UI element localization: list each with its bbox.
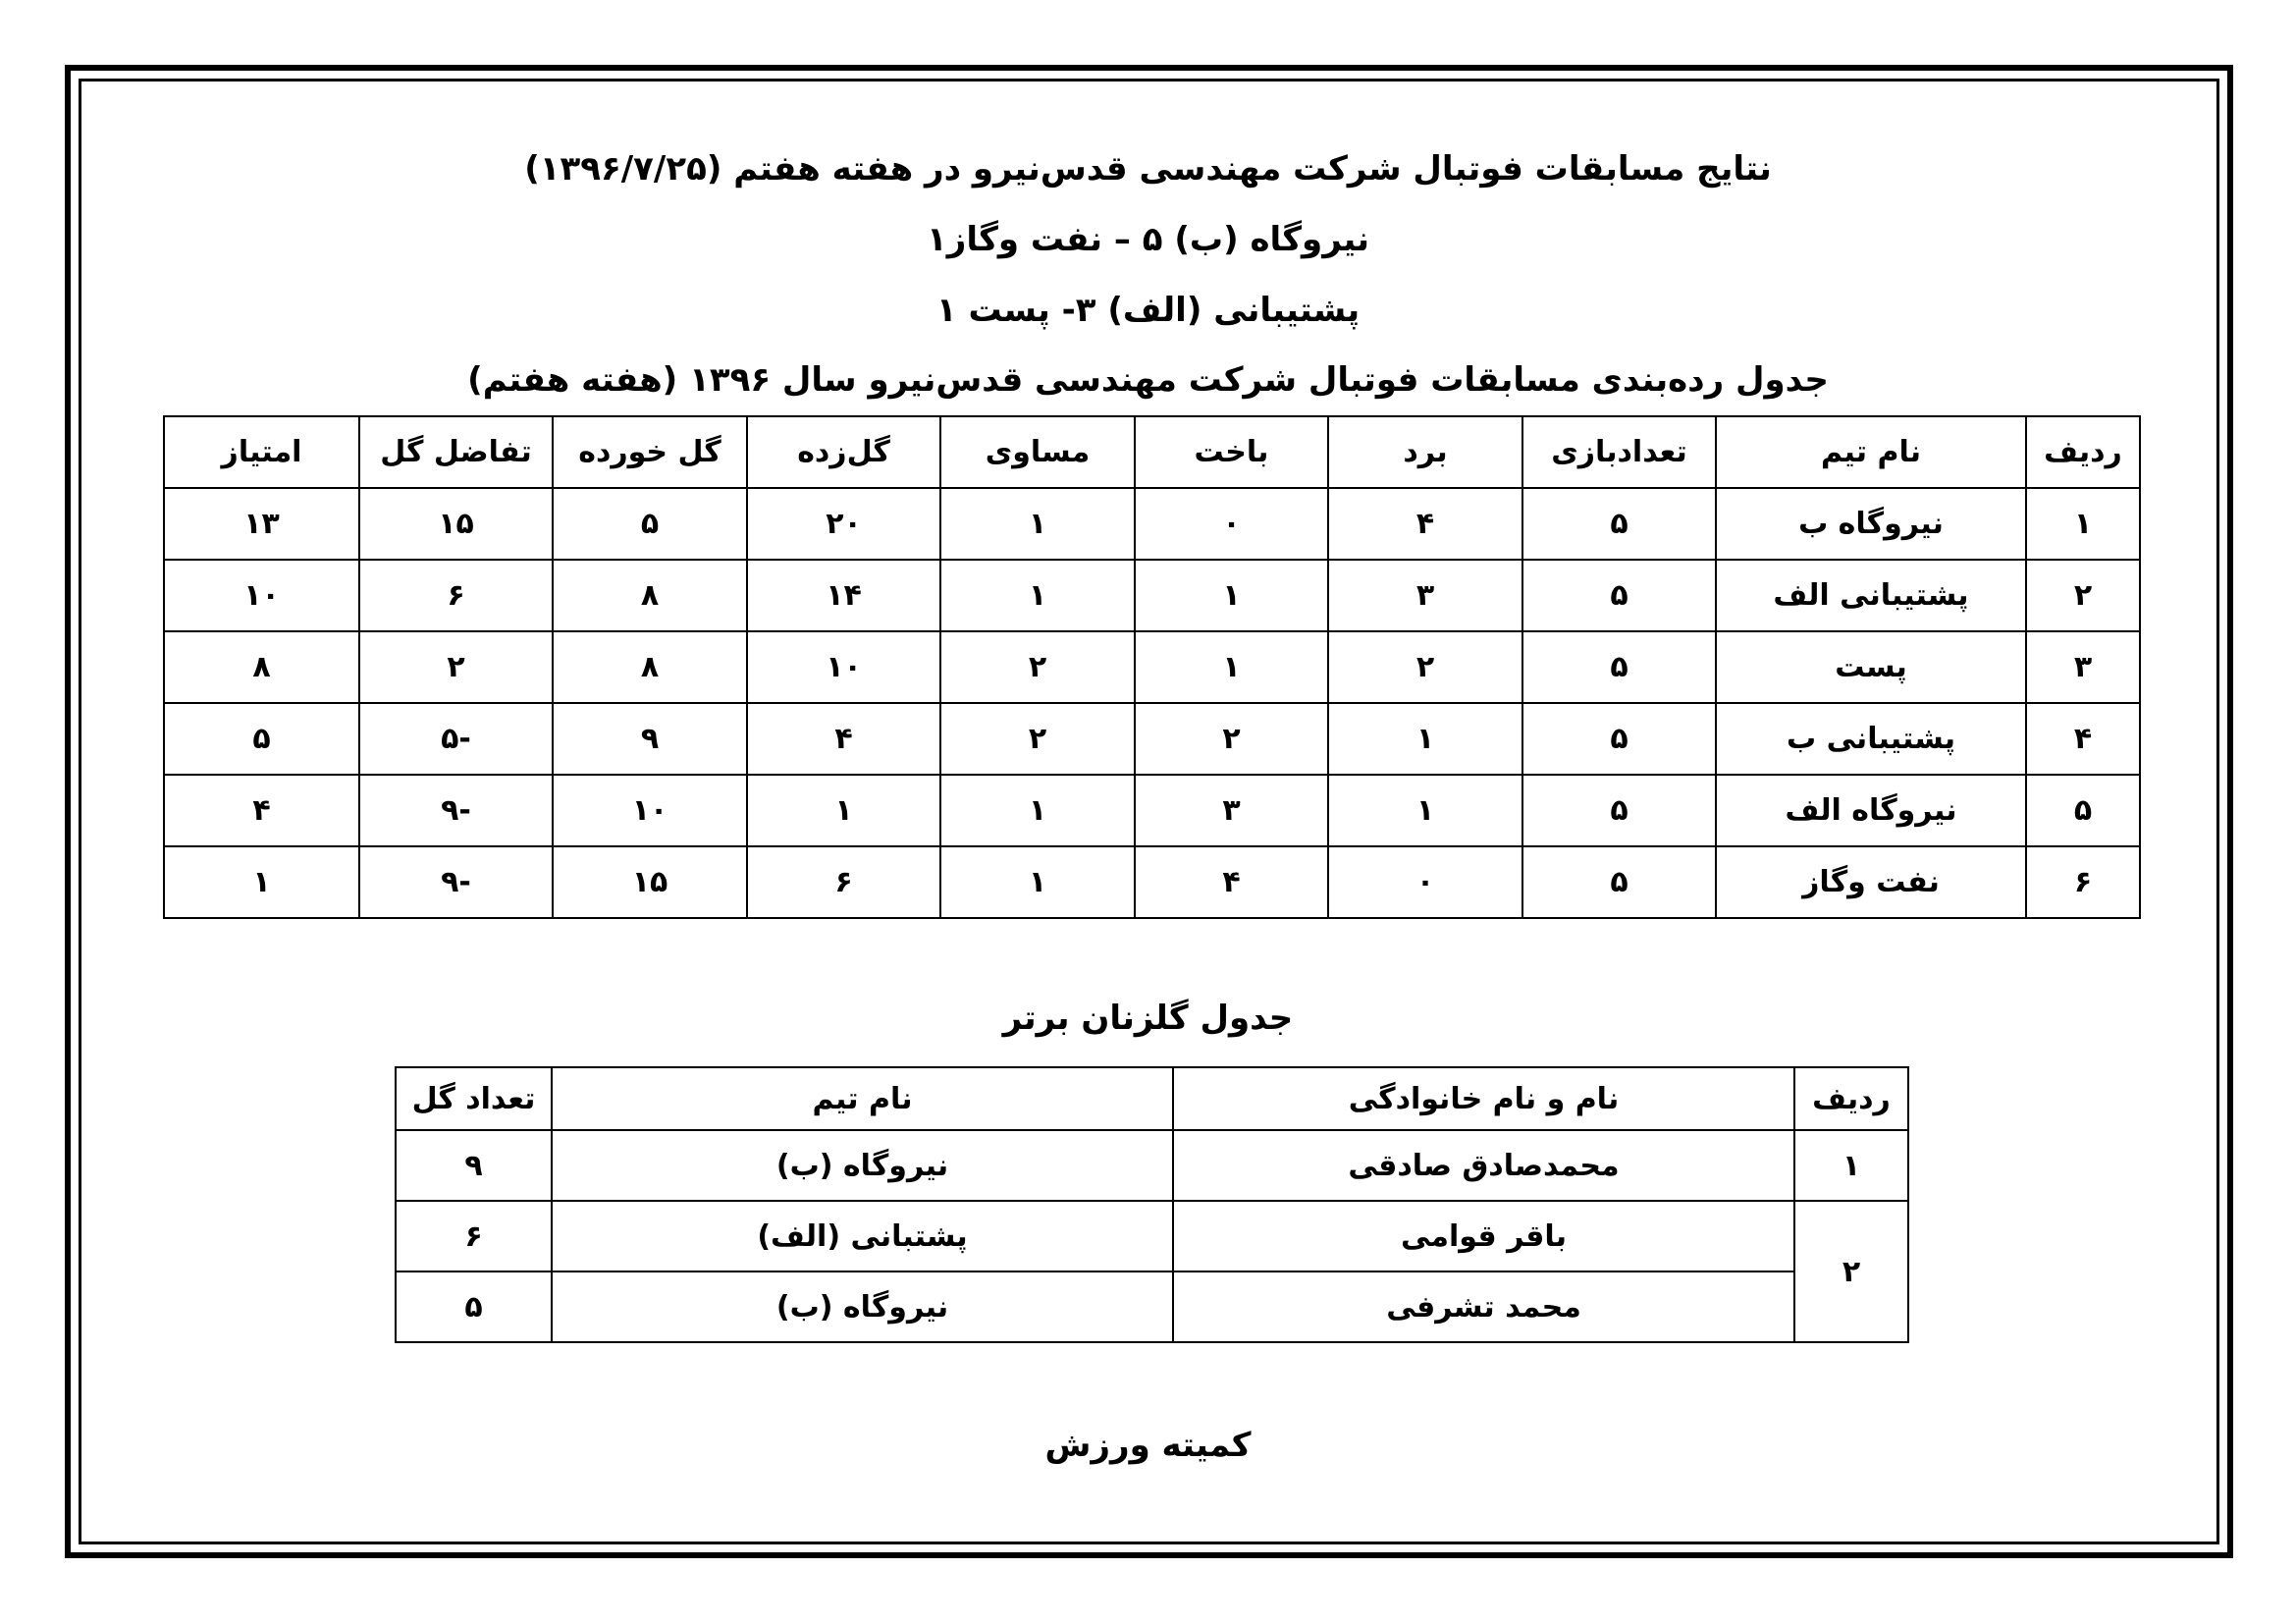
table-row — [164, 846, 2140, 918]
table-row — [164, 631, 2140, 703]
cell-goal-difference: ۶ — [359, 560, 553, 631]
cell-goal-difference: ۲ — [359, 631, 553, 703]
cell-games-played: ۵ — [1522, 560, 1716, 631]
cell-goal-difference: -۹ — [359, 775, 553, 846]
cell-goals-against: ۱۵ — [553, 846, 747, 918]
cell-rank: ۴ — [2026, 703, 2140, 775]
cell-points: ۸ — [164, 631, 359, 703]
cell-goals-against: ۸ — [553, 631, 747, 703]
cell-team-name: نفت وگاز — [1716, 846, 2026, 918]
cell-rank: ۲ — [2026, 560, 2140, 631]
cell-goals-against: ۱۰ — [553, 775, 747, 846]
cell-losses: ۴ — [1135, 846, 1328, 918]
cell-games-played: ۵ — [1522, 488, 1716, 560]
header-team-name: نام تیم — [1716, 416, 2026, 488]
cell-team-name: پشتیبانی الف — [1716, 560, 2026, 631]
table-row — [396, 1271, 1908, 1342]
header-goals-against: گل خورده — [553, 416, 747, 488]
cell-goal-difference: ۱۵ — [359, 488, 553, 560]
scorers-title: جدول گلزنان برتر — [1002, 999, 1294, 1038]
cell-goal-difference: -۵ — [359, 703, 553, 775]
cell-losses: ۲ — [1135, 703, 1328, 775]
standings-title: جدول رده‌بندی مسابقات فوتبال شرکت مهندسی قدس‌نیرو سال ۱۳۹۶ (هفته هفتم) — [467, 360, 1829, 400]
header-goals-for: گل‌زده — [747, 416, 940, 488]
table-row — [396, 1130, 1908, 1201]
header-team-name: نام تیم — [552, 1067, 1173, 1130]
cell-wins: ۰ — [1328, 846, 1522, 918]
cell-goals-for: ۲۰ — [747, 488, 940, 560]
cell-team-name: پشتبانی (الف) — [552, 1201, 1173, 1271]
cell-goals-for: ۱۰ — [747, 631, 940, 703]
cell-points: ۵ — [164, 703, 359, 775]
cell-draws: ۱ — [940, 560, 1135, 631]
cell-wins: ۱ — [1328, 703, 1522, 775]
header-goal-count: تعداد گل — [396, 1067, 552, 1130]
cell-rank: ۱ — [1794, 1130, 1908, 1201]
cell-team-name: پشتیبانی ب — [1716, 703, 2026, 775]
cell-losses: ۱ — [1135, 631, 1328, 703]
table-row — [164, 488, 2140, 560]
match-result-2: پشتیبانی (الف) ۳- پست ۱ — [935, 291, 1361, 330]
cell-draws: ۱ — [940, 846, 1135, 918]
cell-points: ۱ — [164, 846, 359, 918]
cell-points: ۱۳ — [164, 488, 359, 560]
cell-team-name: نیروگاه الف — [1716, 775, 2026, 846]
cell-team-name: نیروگاه (ب) — [552, 1130, 1173, 1201]
cell-team-name: نیروگاه ب — [1716, 488, 2026, 560]
table-row — [164, 703, 2140, 775]
cell-goal-count: ۵ — [396, 1271, 552, 1342]
table-row — [164, 560, 2140, 631]
header-draws: مساوی — [940, 416, 1135, 488]
cell-rank: ۲ — [1794, 1201, 1908, 1342]
footer-signature: کمیته ورزش — [1044, 1426, 1252, 1465]
cell-goal-count: ۶ — [396, 1201, 552, 1271]
cell-draws: ۱ — [940, 488, 1135, 560]
cell-player-name: محمد تشرفی — [1173, 1271, 1794, 1342]
scorers-header-row — [396, 1067, 1908, 1130]
standings-table — [163, 415, 2141, 919]
cell-rank: ۳ — [2026, 631, 2140, 703]
header-games-played: تعدادبازی — [1522, 416, 1716, 488]
cell-games-played: ۵ — [1522, 703, 1716, 775]
cell-games-played: ۵ — [1522, 775, 1716, 846]
cell-goal-count: ۹ — [396, 1130, 552, 1201]
table-row — [396, 1201, 1908, 1271]
cell-goal-difference: -۹ — [359, 846, 553, 918]
cell-losses: ۳ — [1135, 775, 1328, 846]
cell-games-played: ۵ — [1522, 631, 1716, 703]
cell-goals-for: ۴ — [747, 703, 940, 775]
cell-draws: ۲ — [940, 703, 1135, 775]
cell-goals-for: ۱ — [747, 775, 940, 846]
cell-goals-for: ۶ — [747, 846, 940, 918]
cell-points: ۱۰ — [164, 560, 359, 631]
standings-header-row — [164, 416, 2140, 488]
cell-goals-against: ۵ — [553, 488, 747, 560]
cell-draws: ۱ — [940, 775, 1135, 846]
cell-player-name: باقر قوامی — [1173, 1201, 1794, 1271]
cell-goals-against: ۹ — [553, 703, 747, 775]
cell-losses: ۰ — [1135, 488, 1328, 560]
cell-wins: ۴ — [1328, 488, 1522, 560]
table-row — [164, 775, 2140, 846]
cell-points: ۴ — [164, 775, 359, 846]
header-losses: باخت — [1135, 416, 1328, 488]
match-result-1: نیروگاه (ب) ۵ – نفت وگاز۱ — [927, 220, 1369, 259]
cell-wins: ۳ — [1328, 560, 1522, 631]
cell-rank: ۵ — [2026, 775, 2140, 846]
cell-player-name: محمدصادق صادقی — [1173, 1130, 1794, 1201]
cell-rank: ۶ — [2026, 846, 2140, 918]
cell-team-name: پست — [1716, 631, 2026, 703]
cell-team-name: نیروگاه (ب) — [552, 1271, 1173, 1342]
cell-wins: ۱ — [1328, 775, 1522, 846]
header-rank: ردیف — [2026, 416, 2140, 488]
cell-rank: ۱ — [2026, 488, 2140, 560]
cell-losses: ۱ — [1135, 560, 1328, 631]
document-title: نتایج مسابقات فوتبال شرکت مهندسی قدس‌نیرو در هفته هفتم (۱۳۹۶/۷/۲۵) — [524, 149, 1772, 189]
header-points: امتیاز — [164, 416, 359, 488]
header-rank: ردیف — [1794, 1067, 1908, 1130]
cell-wins: ۲ — [1328, 631, 1522, 703]
header-goal-difference: تفاضل گل — [359, 416, 553, 488]
cell-goals-against: ۸ — [553, 560, 747, 631]
cell-goals-for: ۱۴ — [747, 560, 940, 631]
header-full-name: نام و نام خانوادگی — [1173, 1067, 1794, 1130]
cell-draws: ۲ — [940, 631, 1135, 703]
cell-games-played: ۵ — [1522, 846, 1716, 918]
header-wins: برد — [1328, 416, 1522, 488]
top-scorers-table — [395, 1066, 1909, 1343]
